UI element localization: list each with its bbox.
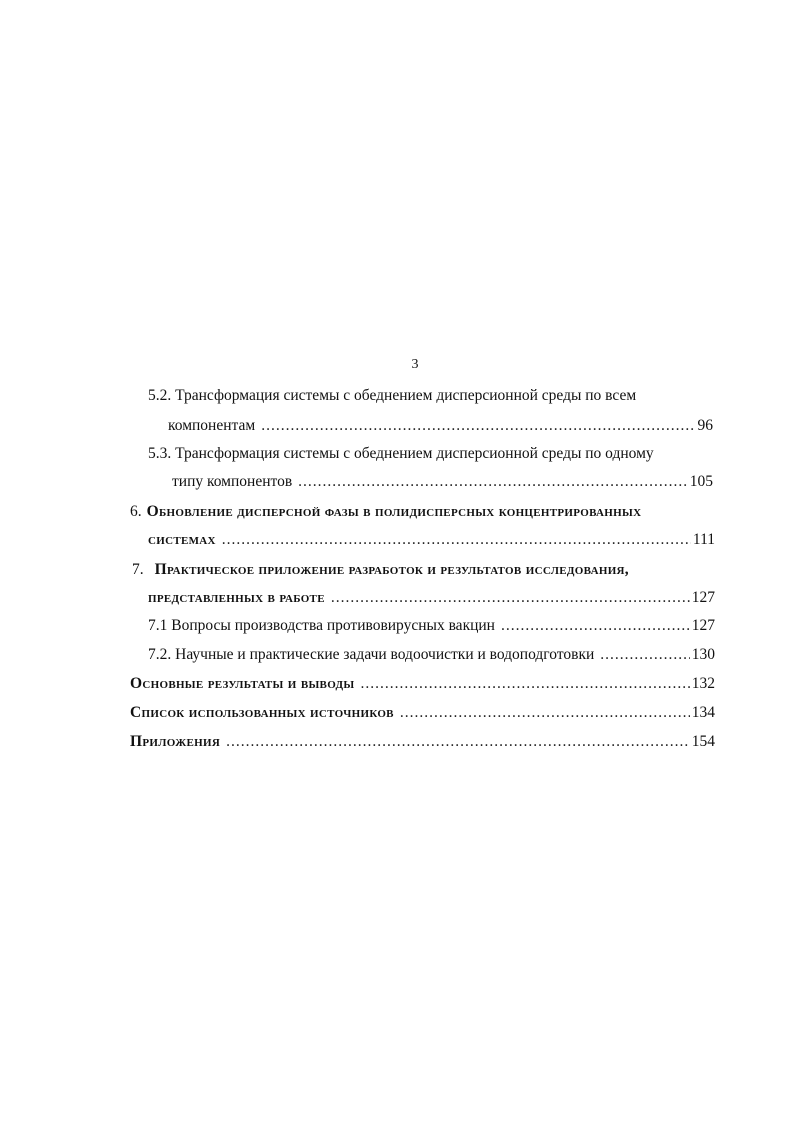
toc-entry-label: представленных в работе: [148, 589, 325, 606]
toc-page-number: 105: [689, 473, 713, 490]
toc-page-number: 134: [691, 704, 715, 721]
toc-entry-label: Обновление дисперсной фазы в полидисперсных концентрированных: [146, 503, 642, 520]
leader-dots: [222, 529, 691, 551]
leader-dots: [360, 673, 689, 695]
toc-entry-label: Практическое приложение разработок и результатов исследования,: [154, 561, 629, 578]
toc-entry-number: 7.: [132, 561, 144, 578]
toc-entry-number: 6.: [130, 503, 142, 520]
toc-entry-7-line2[interactable]: [148, 587, 715, 609]
leader-dots: [226, 731, 690, 753]
toc-entry-7-1[interactable]: [148, 615, 715, 637]
toc-entry-appendix[interactable]: [130, 731, 715, 753]
leader-dots: [298, 471, 688, 493]
toc-entry-6-line1: [130, 501, 696, 523]
leader-dots: [331, 587, 690, 609]
toc-page-number: 111: [692, 531, 715, 548]
toc-entry-5-3-line1: [148, 443, 654, 465]
toc-entry-label: Основные результаты и выводы: [130, 675, 355, 692]
toc-page-number: 130: [691, 646, 715, 663]
toc-entry-7-line1: [132, 559, 698, 581]
toc-entry-5-2-line1: [148, 385, 636, 407]
toc-entry-label: 5.2. Трансформация системы с обеднением дисперсионной среды по всем: [148, 387, 637, 404]
toc-entry-label: Приложения: [130, 733, 221, 750]
toc-entry-label: типу компонентов: [172, 473, 293, 490]
page-number: 3: [411, 357, 419, 372]
toc-entry-7-2[interactable]: [148, 644, 715, 666]
toc-entry-label: 7.1 Вопросы производства противовирусных вакцин: [148, 617, 495, 634]
toc-entry-5-3-line2[interactable]: [172, 471, 713, 493]
toc-page-number: 154: [691, 733, 715, 750]
toc-entry-label: компонентам: [168, 417, 256, 434]
toc-entry-5-2-line2[interactable]: [168, 415, 713, 437]
leader-dots: [400, 702, 690, 724]
toc-page-number: 132: [691, 675, 715, 692]
toc-entry-label: 5.3. Трансформация системы с обеднением дисперсионной среды по одному: [148, 445, 654, 462]
toc-page-number: 96: [697, 417, 713, 434]
toc-entry-results[interactable]: [130, 673, 715, 695]
toc-page-number: 127: [691, 617, 715, 634]
leader-dots: [261, 415, 695, 437]
toc-entry-label: Список использованных источников: [130, 704, 394, 721]
toc-entry-sources[interactable]: [130, 702, 715, 724]
toc-entry-label: 7.2. Научные и практические задачи водоочистки и водоподготовки: [148, 646, 595, 663]
leader-dots: [600, 644, 689, 666]
toc-page-number: 127: [691, 589, 715, 606]
toc-entry-label: системах: [148, 531, 216, 548]
toc-entry-6-line2[interactable]: [148, 529, 715, 551]
leader-dots: [501, 615, 690, 637]
